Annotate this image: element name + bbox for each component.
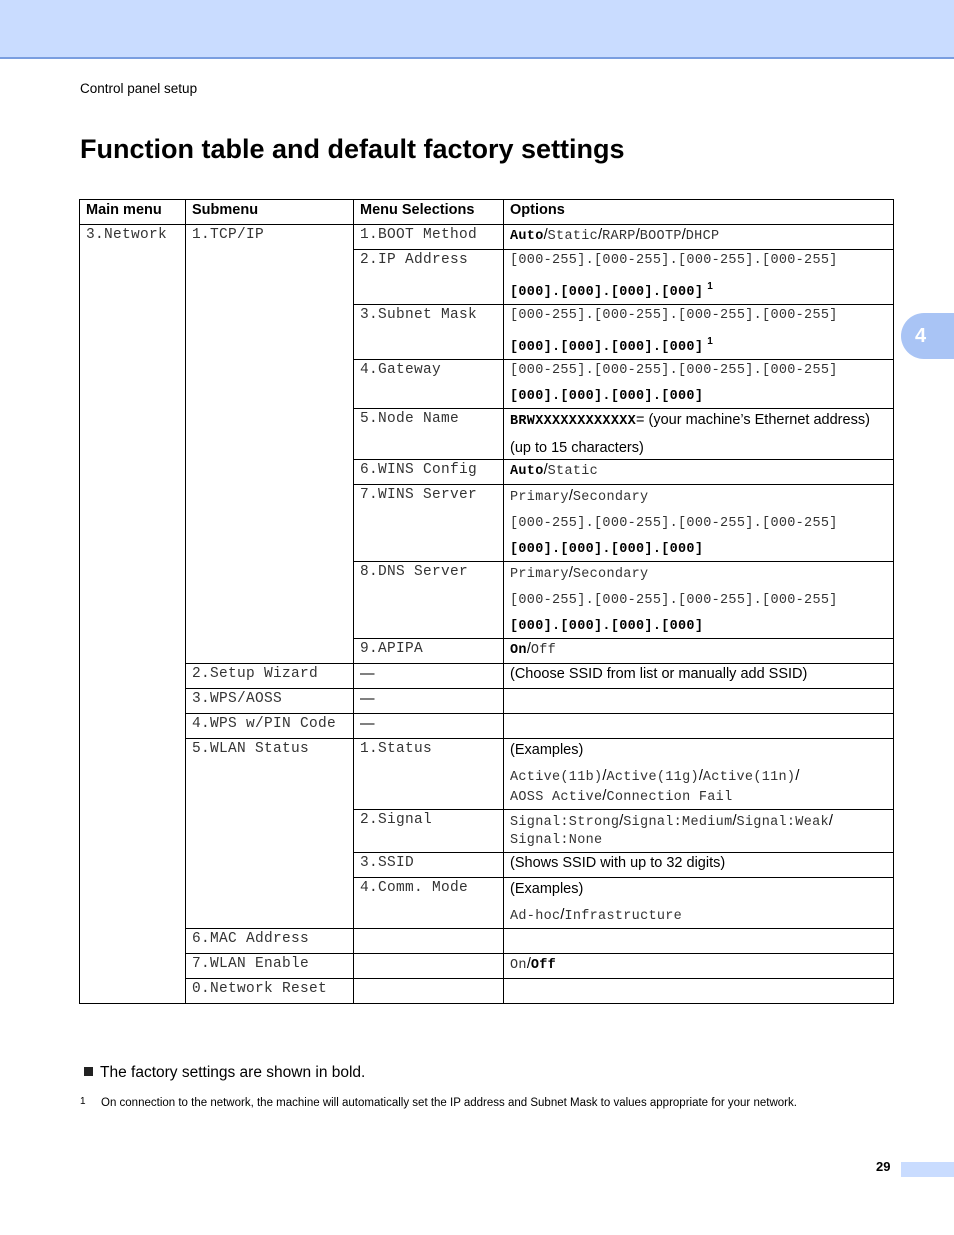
options-gateway: [000-255].[000-255].[000-255].[000-255] [000].[000].[000].[000] <box>504 359 894 408</box>
options-wins-config: Auto/Static <box>504 459 894 484</box>
selection-status: 1.Status <box>354 738 504 809</box>
selection-gateway: 4.Gateway <box>354 359 504 408</box>
table-row <box>80 713 894 738</box>
options-ip-address: [000-255].[000-255].[000-255].[000-255] [000].[000].[000].[000] $^1$ <box>504 250 894 305</box>
submenu-wlan-enable: 7.WLAN Enable <box>186 953 354 978</box>
submenu-wlan-status: 5.WLAN Status <box>186 738 354 928</box>
table-row <box>80 663 894 688</box>
header-submenu: Submenu <box>186 200 354 225</box>
options-wps-aoss <box>504 688 894 713</box>
chapter-tab[interactable]: 4 <box>901 313 954 359</box>
selection-ssid: 3.SSID <box>354 852 504 877</box>
selection-apipa: 9.APIPA <box>354 638 504 663</box>
options-wlan-enable: On/Off <box>504 953 894 978</box>
selection-wins-server: 7.WINS Server <box>354 484 504 561</box>
table-row <box>80 225 894 250</box>
options-node-name: BRWXXXXXXXXXXXX= (your machine’s Ethernet address) (up to 15 characters) <box>504 408 894 459</box>
factory-settings-note: The factory settings are shown in bold. <box>84 1064 365 1082</box>
options-setup-wizard: (Choose SSID from list or manually add SSID) <box>504 663 894 688</box>
selection-subnet-mask: 3.Subnet Mask <box>354 304 504 359</box>
header-menu-selections: Menu Selections <box>354 200 504 225</box>
selection-dash: — <box>354 663 504 688</box>
footnote-ref: 1 <box>707 281 713 292</box>
selection-wins-config: 6.WINS Config <box>354 459 504 484</box>
options-wps-pin <box>504 713 894 738</box>
submenu-tcpip: 1.TCP/IP <box>186 225 354 664</box>
submenu-wps-aoss: 3.WPS/AOSS <box>186 688 354 713</box>
selection-ip-address: 2.IP Address <box>354 250 504 305</box>
options-mac-empty <box>504 928 894 953</box>
square-bullet-icon <box>84 1067 93 1076</box>
options-status: (Examples) Active(11b)/Active(11g)/Active(11n)/ AOSS Active/Connection Fail <box>504 738 894 809</box>
options-comm-mode: (Examples) Ad-hoc/Infrastructure <box>504 877 894 928</box>
selection-wlan-enable-empty <box>354 953 504 978</box>
footnote-ref: 1 <box>707 335 713 347</box>
table-header-row <box>80 200 894 225</box>
function-table <box>79 199 894 1004</box>
options-boot-method: Auto/Static/RARP/BOOTP/DHCP <box>504 225 894 250</box>
options-signal: Signal:Strong/Signal:Medium/Signal:Weak/ Signal:None <box>504 809 894 852</box>
table-row <box>80 953 894 978</box>
selection-network-reset-empty <box>354 978 504 1003</box>
page-number: 29 <box>876 1159 891 1174</box>
submenu-mac-address: 6.MAC Address <box>186 928 354 953</box>
footnote-number: 1 <box>80 1096 86 1107</box>
table-row <box>80 928 894 953</box>
selection-comm-mode: 4.Comm. Mode <box>354 877 504 928</box>
selection-boot-method: 1.BOOT Method <box>354 225 504 250</box>
submenu-wps-pin: 4.WPS w/PIN Code <box>186 713 354 738</box>
header-main-menu: Main menu <box>80 200 186 225</box>
header-band <box>0 0 954 59</box>
options-network-reset-empty <box>504 978 894 1003</box>
footnote-text: On connection to the network, the machine will automatically set the IP address and Subnet Mask to values appropriate for your network. <box>101 1097 797 1109</box>
submenu-setup-wizard: 2.Setup Wizard <box>186 663 354 688</box>
submenu-network-reset: 0.Network Reset <box>186 978 354 1003</box>
options-ssid: (Shows SSID with up to 32 digits) <box>504 852 894 877</box>
options-apipa: On/Off <box>504 638 894 663</box>
options-subnet-mask: [000-255].[000-255].[000-255].[000-255] [000].[000].[000].[000] $^1$ <box>504 304 894 359</box>
selection-dns-server: 8.DNS Server <box>354 561 504 638</box>
selection-node-name: 5.Node Name <box>354 408 504 459</box>
options-wins-server: Primary/Secondary [000-255].[000-255].[000-255].[000-255] [000].[000].[000].[000] <box>504 484 894 561</box>
section-title: Control panel setup <box>80 81 198 96</box>
table-row <box>80 738 894 809</box>
selection-mac-empty <box>354 928 504 953</box>
selection-signal: 2.Signal <box>354 809 504 852</box>
page-number-bar <box>901 1162 954 1177</box>
selection-dash: — <box>354 688 504 713</box>
main-menu-network: 3.Network <box>80 225 186 1004</box>
options-dns-server: Primary/Secondary [000-255].[000-255].[000-255].[000-255] [000].[000].[000].[000] <box>504 561 894 638</box>
selection-dash: — <box>354 713 504 738</box>
page-title: Function table and default factory settings <box>80 134 625 164</box>
header-options: Options <box>504 200 894 225</box>
table-row <box>80 978 894 1003</box>
table-row <box>80 688 894 713</box>
